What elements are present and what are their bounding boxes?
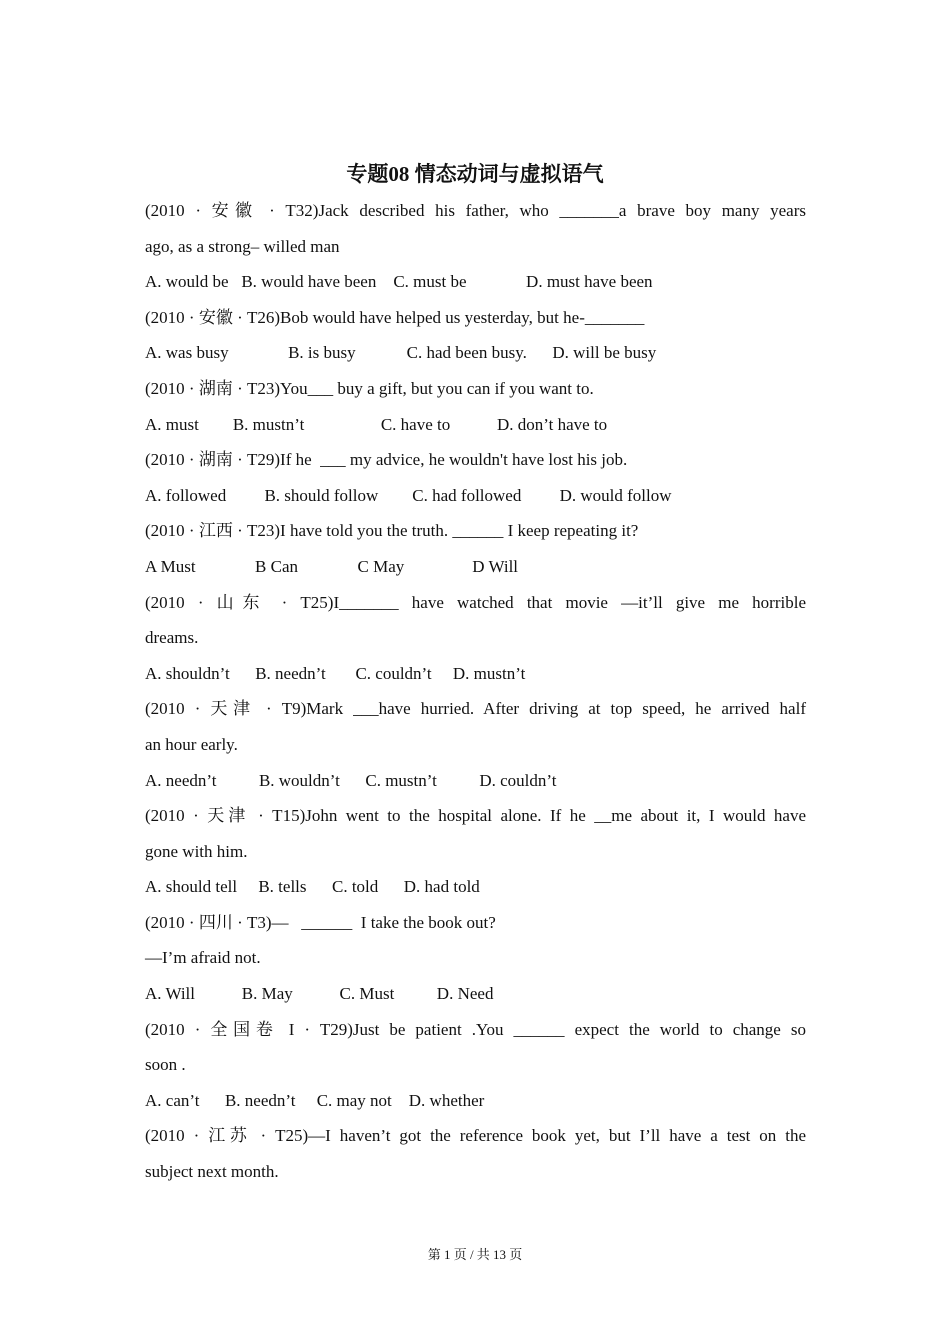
question-stem: (2010 · 安徽 · T32)Jack described his father, who _______a brave boy many years xyxy=(145,201,806,220)
answer-options: A. Will B. May C. Must D. Need xyxy=(145,984,494,1004)
question-stem-continued: soon . xyxy=(145,1055,186,1075)
question-stem: (2010 · 山东 · T25)I_______ have watched that movie —it’ll give me horrible xyxy=(145,592,806,612)
question-stem: (2010 · 安徽 · T26)Bob would have helped us yesterday, but he-_______ xyxy=(145,307,645,327)
question-stem: (2010 · 湖南 · T29)If he ___ my advice, he wouldn't have lost his job. xyxy=(145,450,628,470)
question-stem: (2010 · 天津 · T9)Mark ___have hurried. After driving at top speed, he arrived half xyxy=(145,699,806,719)
question-list xyxy=(145,193,806,1190)
question-stem: (2010 · 全国卷 I · T29)Just be patient .You ______ expect the world to change so xyxy=(145,1019,806,1039)
answer-options: A. followed B. should follow C. had followed D. would follow xyxy=(145,485,672,505)
answer-options: A. should tell B. tells C. told D. had told xyxy=(145,877,480,897)
answer-options: A. was busy B. is busy C. had been busy. D. will be busy xyxy=(145,343,657,363)
question-stem-continued: dreams. xyxy=(145,628,199,648)
question-stem-continued: subject next month. xyxy=(145,1162,279,1182)
dialogue-response: —I’m afraid not. xyxy=(145,948,261,968)
question-stem: (2010 · 江苏 · T25)—I haven’t got the reference book yet, but I’ll have a test on the xyxy=(145,1126,806,1146)
page-title: 专题08 情态动词与虚拟语气 xyxy=(346,162,604,186)
question-stem-continued: ago, as a strong– willed man xyxy=(145,236,340,256)
question-stem: (2010 · 江西 · T23)I have told you the truth. ______ I keep repeating it? xyxy=(145,521,639,541)
answer-options: A. shouldn’t B. needn’t C. couldn’t D. mustn’t xyxy=(145,663,526,683)
question-stem: (2010 · 四川 · T3)— ______ I take the book out? xyxy=(145,912,496,932)
answer-options: A Must B Can C May D Will xyxy=(145,556,519,576)
answer-options: A. must B. mustn’t C. have to D. don’t have to xyxy=(145,414,608,434)
question-stem: (2010 · 湖南 · T23)You___ buy a gift, but you can if you want to. xyxy=(145,378,594,398)
answer-options: A. would be B. would have been C. must be D. must have been xyxy=(145,272,653,292)
answer-options: A. can’t B. needn’t C. may not D. whether xyxy=(145,1090,485,1110)
question-stem: (2010 · 天津 · T15)John went to the hospital alone. If he __me about it, I would have xyxy=(145,806,806,826)
page-indicator: 第 1 页 / 共 13 页 xyxy=(427,1247,523,1262)
question-stem-continued: an hour early. xyxy=(145,734,238,754)
question-stem-continued: gone with him. xyxy=(145,841,248,861)
answer-options: A. needn’t B. wouldn’t C. mustn’t D. couldn’t xyxy=(145,770,557,790)
